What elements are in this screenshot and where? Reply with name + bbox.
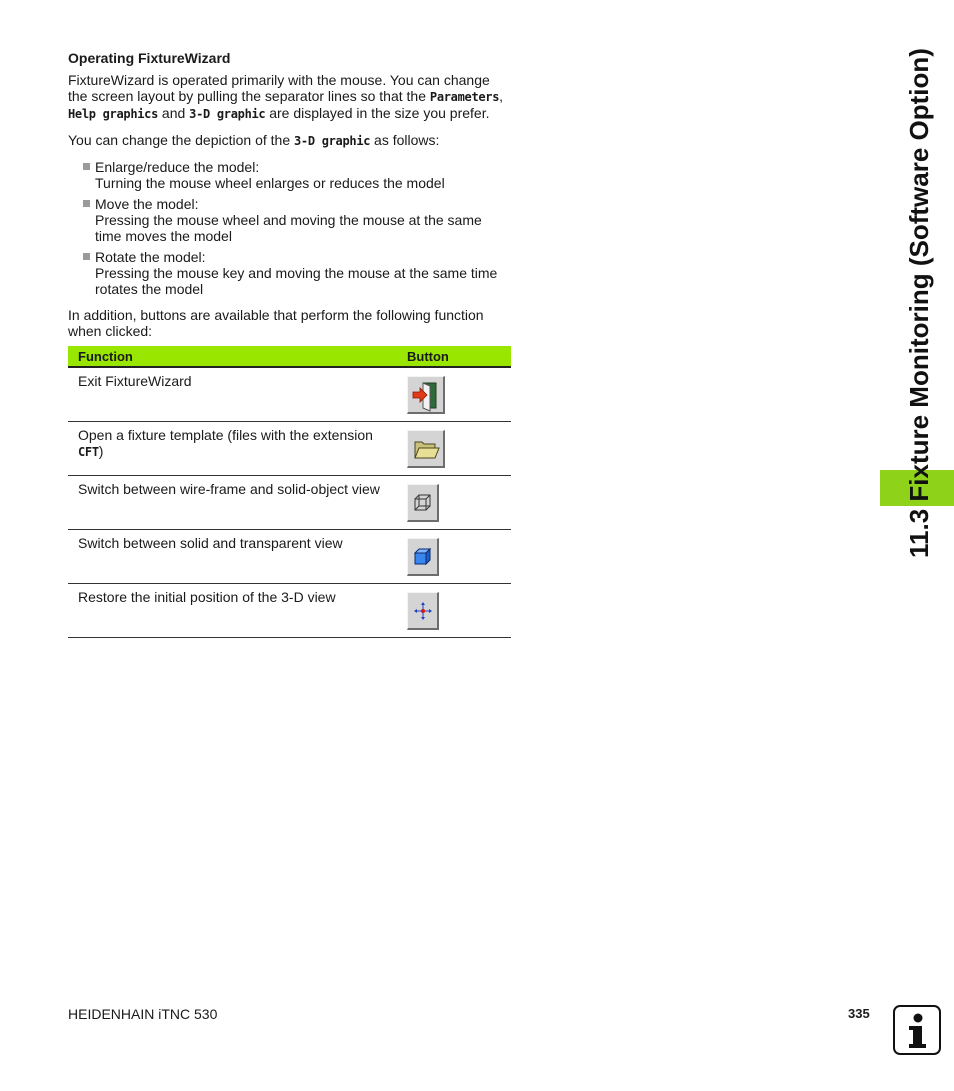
- solid-cube-icon: [408, 539, 438, 575]
- function-button-table: [68, 346, 511, 638]
- code-3d-graphic: 3-D graphic: [189, 107, 266, 121]
- wireframe-toggle-button[interactable]: [407, 484, 439, 522]
- list-item: Move the model: Pressing the mouse wheel and moving the mouse at the same time moves the model: [68, 196, 512, 244]
- bullet-square-icon: [83, 253, 90, 260]
- table-row: Restore the initial position of the 3-D view: [68, 584, 511, 638]
- code-help-graphics: Help graphics: [68, 107, 159, 121]
- code-3d-graphic-2: 3-D graphic: [294, 134, 371, 148]
- info-icon: [893, 1005, 941, 1055]
- transparency-toggle-button[interactable]: [407, 538, 439, 576]
- footer-product: HEIDENHAIN iTNC 530: [68, 1006, 218, 1022]
- exit-button[interactable]: [407, 376, 445, 414]
- header-function: Function: [78, 348, 133, 364]
- header-button: Button: [407, 348, 449, 364]
- list-item: Enlarge/reduce the model: Turning the mouse wheel enlarges or reduces the model: [68, 159, 512, 191]
- page-number: 335: [848, 1006, 870, 1021]
- table-header: [68, 346, 511, 368]
- reset-view-icon: [408, 593, 438, 629]
- bullet-square-icon: [83, 163, 90, 170]
- chapter-title: 11.3 Fixture Monitoring (Software Option): [904, 48, 934, 558]
- table-row: Exit FixtureWizard: [68, 368, 511, 422]
- exit-door-icon: [408, 377, 444, 413]
- table-row: Switch between wire-frame and solid-object view: [68, 476, 511, 530]
- paragraph-depiction: You can change the depiction of the 3-D graphic as follows:: [68, 132, 440, 148]
- folder-open-icon: [408, 431, 444, 467]
- open-template-button[interactable]: [407, 430, 445, 468]
- reset-view-button[interactable]: [407, 592, 439, 630]
- main-content: [68, 50, 512, 349]
- table-row: Switch between solid and transparent view: [68, 530, 511, 584]
- section-heading: Operating FixtureWizard: [68, 50, 231, 66]
- bullet-list: [68, 159, 512, 297]
- code-parameters: Parameters: [429, 90, 500, 104]
- paragraph-buttons: In addition, buttons are available that perform the following function when clicked:: [68, 307, 484, 339]
- table-row: Open a fixture template (files with the extension CFT): [68, 422, 511, 476]
- list-item: Rotate the model: Pressing the mouse key and moving the mouse at the same time rotates the model: [68, 249, 512, 297]
- paragraph-layout: FixtureWizard is operated primarily with the mouse. You can change the screen layout by pulling the separator lines so that the Parameters, Help graphics and 3-D graphic are displayed in the size you prefer.: [68, 72, 504, 121]
- bullet-square-icon: [83, 200, 90, 207]
- wireframe-cube-icon: [408, 485, 438, 521]
- code-cft: CFT: [78, 445, 99, 459]
